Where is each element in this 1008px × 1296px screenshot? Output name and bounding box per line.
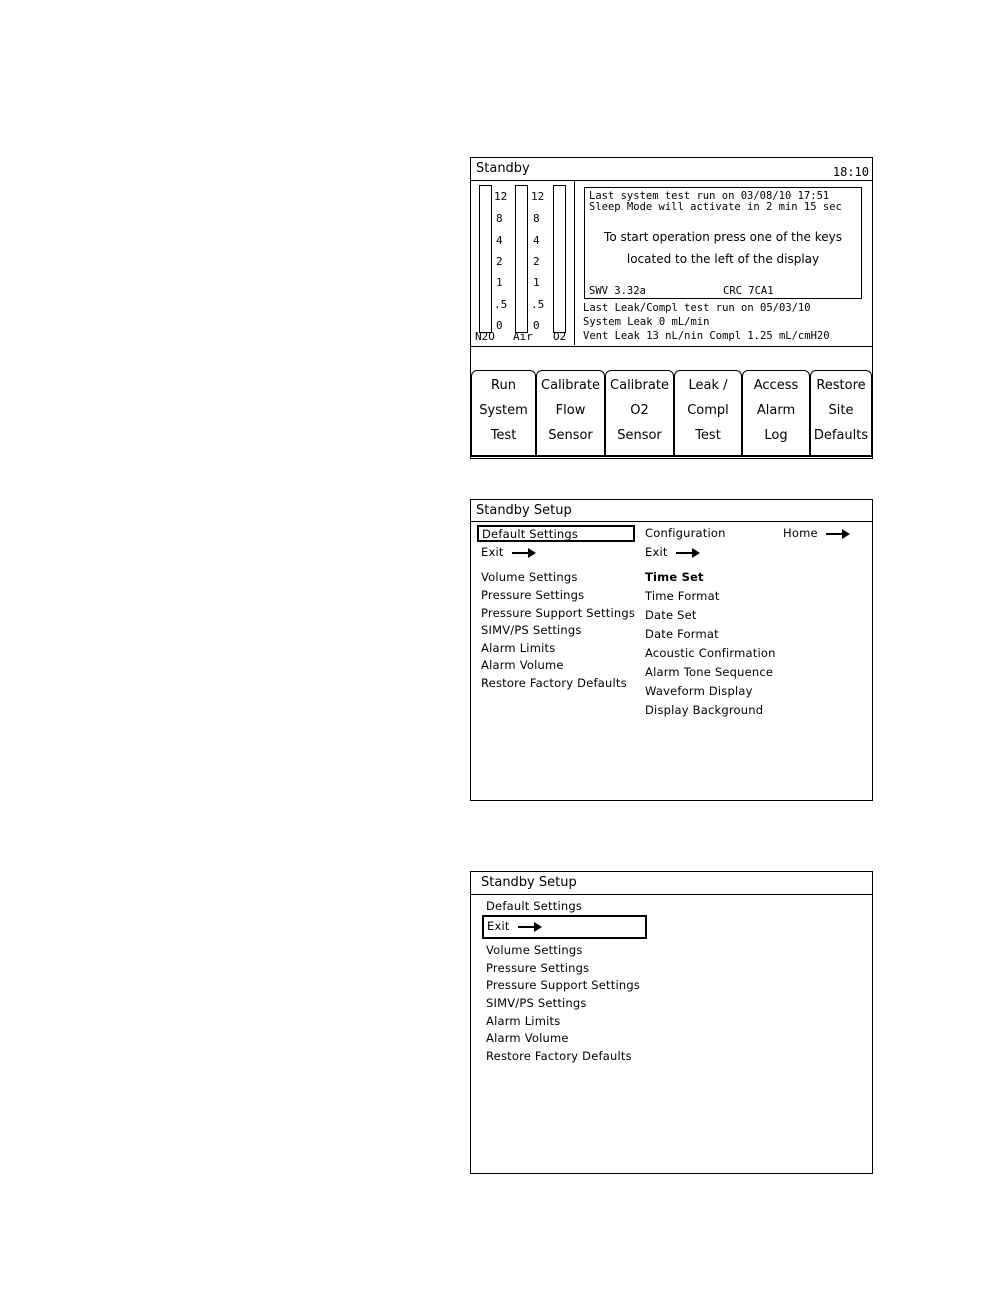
screen-title: Standby Setup [476,503,572,518]
standby-setup-screen [470,499,873,801]
tick-label: 2 [533,255,540,268]
title-divider [471,521,872,522]
home-label: Home [783,526,818,540]
menu-item-date-set[interactable]: Date Set [645,608,697,622]
calibrate-flow-sensor-button[interactable] [536,370,605,456]
right-exit-item[interactable] [645,546,702,559]
o2-flow-gauge [553,185,566,333]
menu-item-display-background[interactable]: Display Background [645,703,764,717]
softkey-label-line3: Log [764,428,788,443]
tick-label: .5 [531,298,545,311]
menu-item-date-format[interactable]: Date Format [645,627,719,641]
tick-label: 2 [496,255,503,268]
tick-label: .5 [494,298,508,311]
arrow-right-icon [518,922,544,932]
last-leak-test-text: Last Leak/Compl test run on 05/03/10 [583,302,811,314]
softkey-label-line3: Test [695,428,721,443]
softkey-bottom-line [471,455,872,457]
clock-time: 18:10 [832,165,869,179]
screen-title: Standby [476,161,530,176]
vent-leak-compliance-text: Vent Leak 13 nL/nin Compl 1.25 mL/cmH20 [583,330,830,342]
instruction-line-2: located to the left of the display [626,252,820,266]
softkey-label-line3: Defaults [813,428,869,443]
tick-label: 0 [496,319,503,332]
software-version: SWV 3.32a [589,285,646,297]
tick-label: 8 [533,212,540,225]
menu-item-time-format[interactable]: Time Format [645,589,720,603]
menu-item-pressure-support-settings[interactable]: Pressure Support Settings [481,606,636,620]
gauge-divider [574,180,575,345]
access-alarm-log-button[interactable] [742,370,810,456]
arrow-right-icon [676,548,702,558]
softkey-label-line1: Leak / [688,378,728,393]
menu-item-time-set[interactable]: Time Set [645,570,704,584]
system-leak-text: System Leak 0 mL/min [583,316,710,328]
run-system-test-button[interactable] [471,370,536,456]
menu-item-pressure-settings[interactable]: Pressure Settings [481,588,585,602]
softkey-label-line2: Compl [687,403,729,418]
leak-compl-test-button[interactable] [674,370,742,456]
exit-label: Exit [645,545,668,559]
menu-item-waveform-display[interactable]: Waveform Display [645,684,753,698]
exit-row [487,920,544,933]
menu-item-alarm-limits[interactable]: Alarm Limits [481,641,556,655]
sleep-mode-text: Sleep Mode will activate in 2 min 15 sec [589,201,842,213]
softkey-label-line1: Access [753,378,799,393]
left-exit-item[interactable] [481,546,538,559]
tick-label: 4 [533,234,540,247]
menu-item-pressure-settings[interactable]: Pressure Settings [486,961,590,975]
instruction-line-1: To start operation press one of the keys [604,230,842,244]
menu-item-alarm-volume[interactable]: Alarm Volume [481,658,564,672]
air-flow-gauge [515,185,528,333]
default-settings-screen [470,871,873,1174]
menu-item-acoustic-confirmation[interactable]: Acoustic Confirmation [645,646,776,660]
crc-code: CRC 7CA1 [723,285,774,297]
system-info-box [584,187,862,299]
softkey-label-line2: O2 [630,403,649,418]
tick-label: 0 [533,319,540,332]
tick-label: 1 [496,276,503,289]
menu-item-restore-factory-defaults[interactable]: Restore Factory Defaults [481,676,627,690]
menu-item-simv-ps-settings[interactable]: SIMV/PS Settings [481,623,582,637]
exit-label: Exit [481,545,504,559]
tick-label: 4 [496,234,503,247]
last-test-text: Last system test run on 03/08/10 17:51 [589,190,830,202]
softkey-label-line3: Sensor [548,428,593,443]
menu-item-alarm-tone-sequence[interactable]: Alarm Tone Sequence [645,665,774,679]
softkey-label-line3: Sensor [617,428,662,443]
menu-item-alarm-limits[interactable]: Alarm Limits [486,1014,561,1028]
home-item[interactable] [783,527,852,540]
default-settings-header: Default Settings [486,899,583,913]
arrow-right-icon [826,529,852,539]
tick-label: 8 [496,212,503,225]
softkey-label-line1: Run [491,378,516,393]
tick-label: 1 [533,276,540,289]
menu-item-alarm-volume[interactable]: Alarm Volume [486,1031,569,1045]
title-divider [471,180,872,181]
content-divider [471,346,872,347]
tick-label: 12 [494,190,508,203]
softkey-label-line2: Alarm [756,403,796,418]
default-settings-label: Default Settings [482,527,579,541]
exit-item-selected[interactable] [482,915,647,939]
gauge-label-n2o: N2O [475,330,495,343]
softkey-label-line2: System [479,403,528,418]
gauge-label-air: Air [513,330,533,343]
tick-label: 12 [531,190,545,203]
menu-item-restore-factory-defaults[interactable]: Restore Factory Defaults [486,1049,632,1063]
menu-item-pressure-support-settings[interactable]: Pressure Support Settings [486,978,641,992]
softkey-label-line1: Restore [816,378,866,393]
gauge-label-o2: O2 [553,330,567,343]
softkey-label-line1: Calibrate [610,378,669,393]
menu-item-volume-settings[interactable]: Volume Settings [481,570,578,584]
softkey-label-line2: Site [828,403,854,418]
softkey-label-line1: Calibrate [541,378,600,393]
exit-label: Exit [487,919,510,933]
title-divider [471,894,872,895]
default-settings-tab[interactable] [477,525,635,542]
calibrate-o2-sensor-button[interactable] [605,370,674,456]
arrow-right-icon [512,548,538,558]
screen-title: Standby Setup [481,875,577,890]
n2o-flow-gauge [479,185,492,333]
menu-item-simv-ps-settings[interactable]: SIMV/PS Settings [486,996,587,1010]
menu-item-volume-settings[interactable]: Volume Settings [486,943,583,957]
softkey-label-line3: Test [490,428,517,443]
configuration-tab[interactable]: Configuration [645,526,726,540]
softkey-label-line2: Flow [555,403,586,418]
restore-site-defaults-button[interactable] [810,370,872,456]
